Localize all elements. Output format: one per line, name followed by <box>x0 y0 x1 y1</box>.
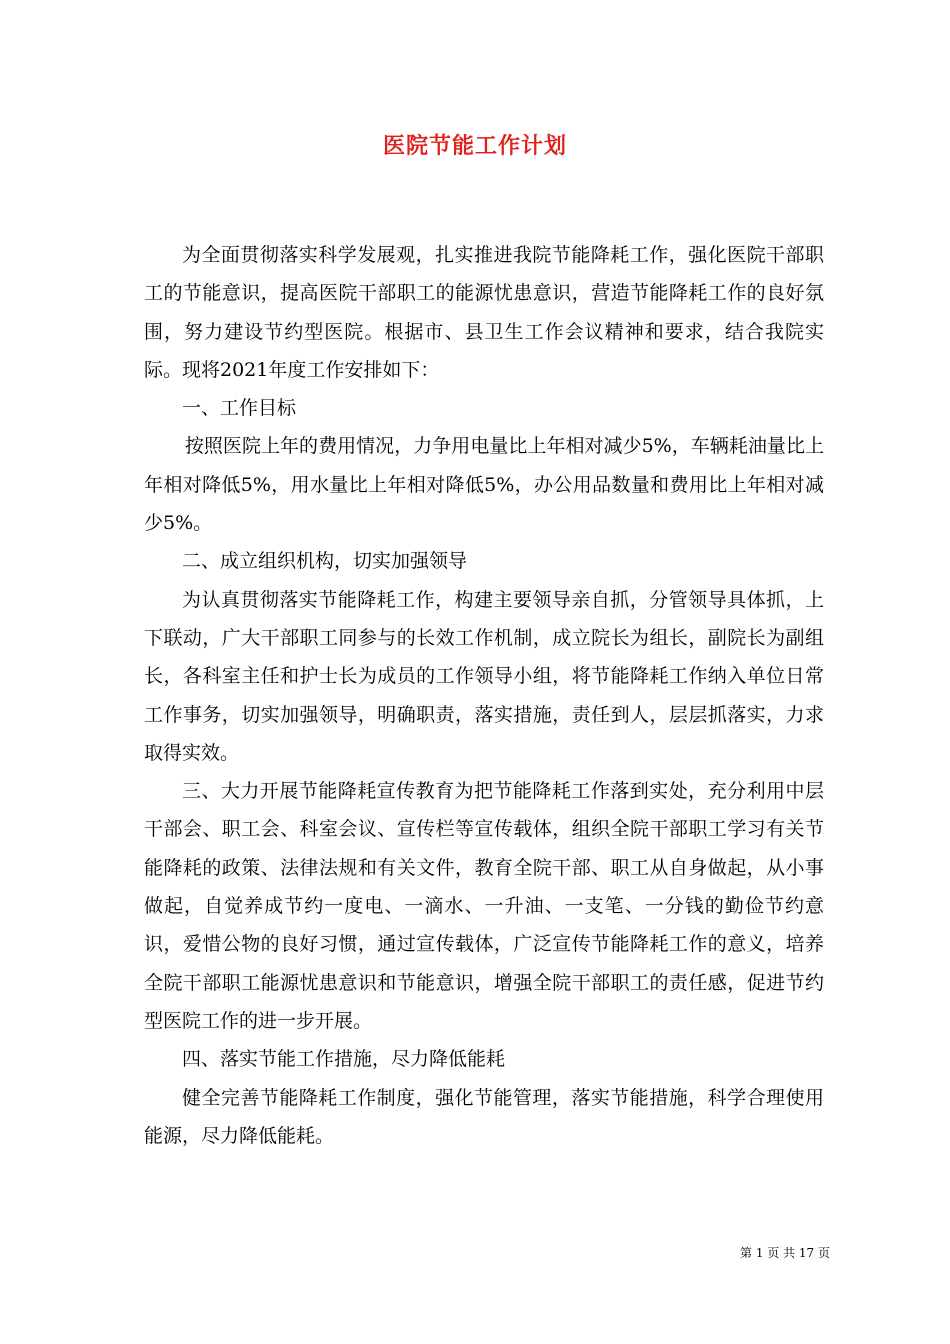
publicity-paragraph: 三、大力开展节能降耗宣传教育为把节能降耗工作落到实处，充分利用中层干部会、职工会、科室会议、宣传栏等宣传载体，组织全院干部职工学习有关节能降耗的政策、法律法规和有关文件，教育全院干部、职工从自身做起，从小事做起，自觉养成节约一度电、一滴水、一升油、一支笔、一分钱的勤俭节约意识，爱惜公物的良好习惯，通过宣传载体，广泛宣传节能降耗工作的意义，培养全院干部职工能源忧患意识和节能意识，增强全院干部职工的责任感，促进节约型医院工作的进一步开展。 <box>144 780 824 1032</box>
goals-paragraph: 按照医院上年的费用情况，力争用电量比上年相对减少5%，车辆耗油量比上年相对降低5%，用水量比上年相对降低5%，办公用品数量和费用比上年相对减少5%。 <box>144 435 824 535</box>
document-title: 医院节能工作计划 <box>382 133 567 159</box>
section-heading-goals: 一、工作目标 <box>182 397 297 420</box>
section-heading-organization: 二、成立组织机构，切实加强领导 <box>182 550 468 573</box>
intro-paragraph: 为全面贯彻落实科学发展观，扎实推进我院节能降耗工作，强化医院干部职工的节能意识，提高医院干部职工的能源忧患意识，营造节能降耗工作的良好氛围，努力建设节约型医院。根据市、县卫生工作会议精神和要求，结合我院实际。现将2021年度工作安排如下： <box>144 244 824 381</box>
organization-paragraph: 为认真贯彻落实节能降耗工作，构建主要领导亲自抓，分管领导具体抓，上下联动，广大干部职工同参与的长效工作机制，成立院长为组长，副院长为副组长，各科室主任和护士长为成员的工作领导小组，将节能降耗工作纳入单位日常工作事务，切实加强领导，明确职责，落实措施，责任到人，层层抓落实，力求取得实效。 <box>144 588 824 764</box>
section-heading-measures: 四、落实节能工作措施，尽力降低能耗 <box>182 1048 506 1071</box>
measures-paragraph: 健全完善节能降耗工作制度，强化节能管理，落实节能措施，科学合理使用能源，尽力降低能耗。 <box>144 1086 824 1147</box>
document-body <box>144 236 824 1155</box>
page-number: 第 1 页 共 17 页 <box>740 1246 830 1260</box>
